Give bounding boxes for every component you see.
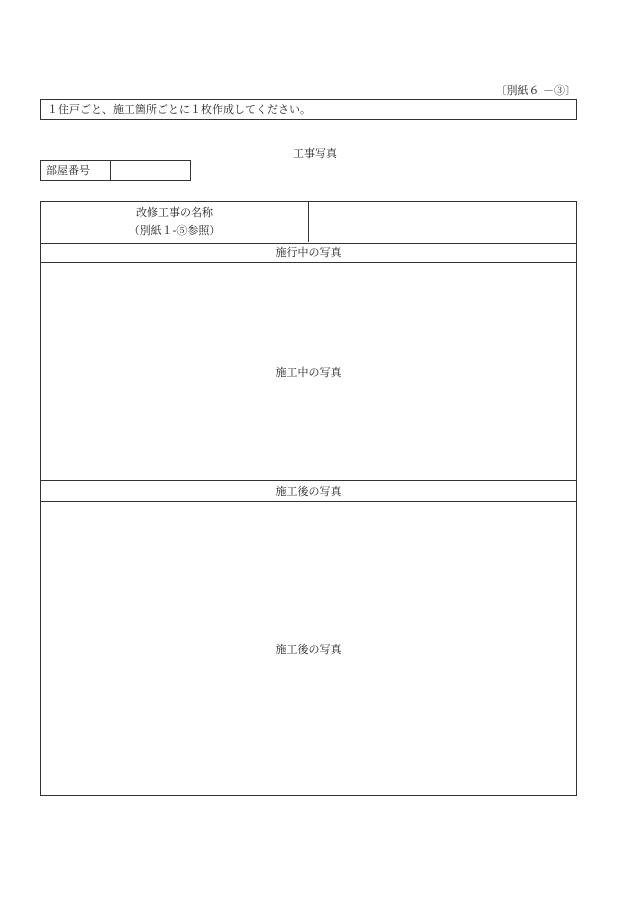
instruction-box: １住戸ごと、施工箇所ごとに１枚作成してください。 <box>40 99 577 120</box>
work-name-label-line2: （別紙１-⑤参照） <box>128 224 221 237</box>
document-title: 工事写真 <box>293 147 337 160</box>
room-number-field <box>40 160 191 181</box>
room-number-value[interactable] <box>111 161 190 180</box>
work-name-row <box>41 202 576 244</box>
during-construction-header: 施行中の写真 <box>41 243 576 263</box>
room-number-label: 部屋番号 <box>41 161 111 180</box>
after-construction-photo-area[interactable] <box>41 502 576 795</box>
work-name-label <box>41 202 309 242</box>
work-name-label-line1: 改修工事の名称 <box>136 206 213 219</box>
after-construction-placeholder: 施工後の写真 <box>275 642 342 656</box>
after-construction-header: 施工後の写真 <box>41 482 576 502</box>
work-name-value[interactable] <box>309 202 576 242</box>
form-reference-code: 〔別紙６ －③〕 <box>495 84 576 97</box>
during-construction-photo-area[interactable] <box>41 263 576 481</box>
during-construction-placeholder: 施工中の写真 <box>275 365 342 379</box>
photo-form-table <box>40 201 577 796</box>
